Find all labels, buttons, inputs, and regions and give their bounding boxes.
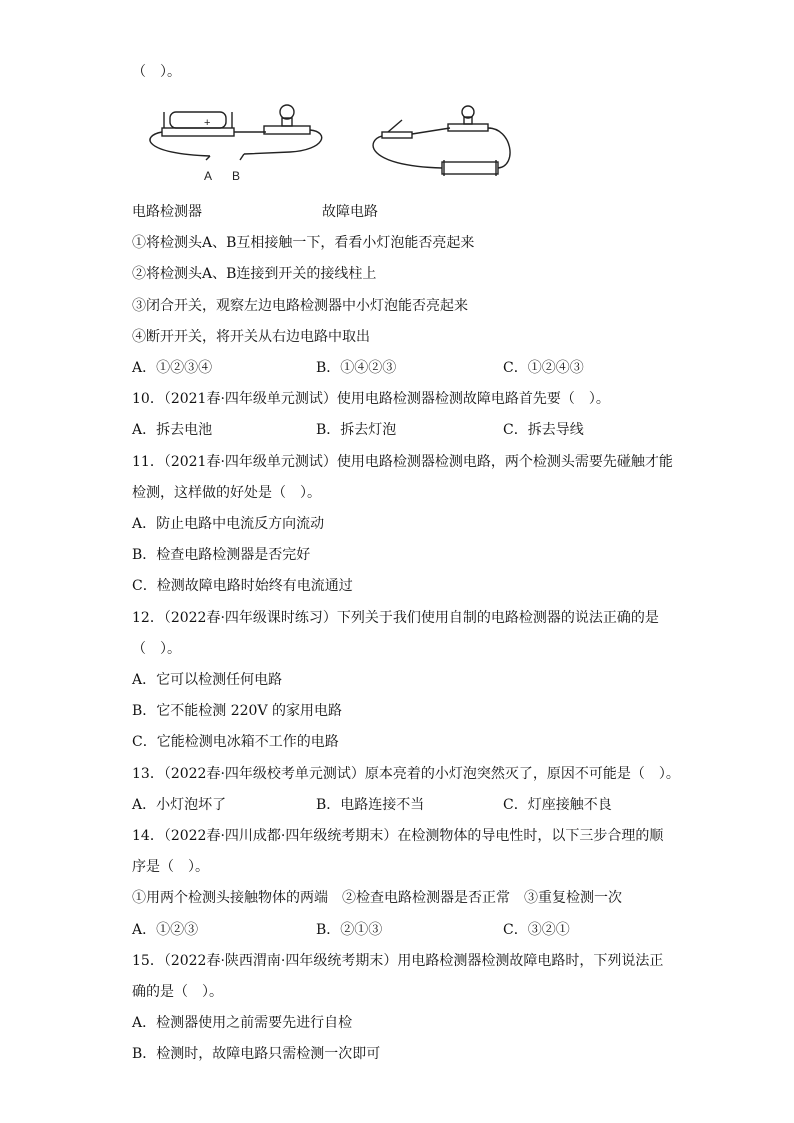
q14-stem-1: 14．（2022春·四川成都·四年级统考期末）在检测物体的导电性时，以下三步合理的顺: [132, 828, 664, 844]
q15-option-a: A．检测器使用之前需要先进行自检: [132, 1015, 353, 1031]
battery-icon: [170, 112, 226, 128]
bulb-icon-2: [462, 106, 474, 118]
q10-option-c: C．拆去导线: [503, 422, 584, 438]
circuit-tester-drawing: [150, 105, 322, 160]
q15-stem-1: 15．（2022春·陕西渭南·四年级统考期末）用电路检测器检测故障电路时，下列说法正: [132, 953, 664, 969]
q9-step-1: ①将检测头A、B互相接触一下，看看小灯泡能否亮起来: [132, 235, 475, 251]
q9-step-2: ②将检测头A、B连接到开关的接线柱上: [132, 266, 377, 282]
q13-option-b: B．电路连接不当: [316, 797, 425, 813]
q14-option-a: A．①②③: [132, 922, 199, 938]
q14-stem-2: 序是（ ）。: [132, 859, 209, 875]
q11-option-b: B．检查电路检测器是否完好: [132, 547, 311, 563]
q12-option-b: B．它不能检测 220V 的家用电路: [132, 703, 343, 719]
q11-stem-1: 11．（2021春·四年级单元测试）使用电路检测器检测电路，两个检测头需要先碰触才能: [132, 454, 673, 470]
q11-stem-2: 检测，这样做的好处是（ ）。: [132, 485, 321, 501]
circuit-figure: [140, 100, 520, 190]
q9-step-4: ④断开开关，将开关从右边电路中取出: [132, 329, 370, 345]
q10-option-a: A．拆去电池: [132, 422, 213, 438]
bulb-holder-base: [264, 126, 310, 134]
bulb-holder-base-2: [448, 124, 488, 131]
switch-base: [382, 132, 412, 138]
circuit-diagram: [140, 100, 520, 190]
q11-option-a: A．防止电路中电流反方向流动: [132, 516, 325, 532]
q11-option-c: C．检测故障电路时始终有电流通过: [132, 578, 353, 594]
probe-b-label: B: [232, 169, 241, 183]
q9-step-3: ③闭合开关，观察左边电路检测器中小灯泡能否亮起来: [132, 298, 468, 314]
q15-stem-2: 确的是（ ）。: [132, 984, 223, 1000]
q13-option-a: A．小灯泡坏了: [132, 797, 227, 813]
q10-stem: 10．（2021春·四年级单元测试）使用电路检测器检测故障电路首先要（ ）。: [132, 391, 610, 407]
q12-stem-2: （ ）。: [132, 641, 181, 657]
q9-option-a: A．①②③④: [132, 360, 213, 376]
q9-option-b: B．①④②③: [316, 360, 397, 376]
switch-icon: [388, 120, 402, 132]
q15-option-b: B．检测时，故障电路只需检测一次即可: [132, 1046, 381, 1062]
probe-a-label: A: [204, 169, 213, 183]
battery-icon-2: [442, 162, 498, 174]
q9-option-c: C．①②④③: [503, 360, 584, 376]
q12-option-a: A．它可以检测任何电路: [132, 672, 283, 688]
q14-steps: ①用两个检测头接触物体的两端 ②检查电路检测器是否正常 ③重复检测一次: [132, 890, 622, 906]
faulty-circuit-drawing: [373, 106, 510, 176]
q13-stem: 13．（2022春·四年级校考单元测试）原本亮着的小灯泡突然灭了，原因不可能是（ ）。: [132, 766, 680, 782]
bulb-icon: [280, 105, 294, 119]
q9-stem-end: （ ）。: [132, 64, 181, 80]
q14-option-b: B．②①③: [316, 922, 383, 938]
battery-holder-base: [162, 128, 234, 136]
q13-option-c: C．灯座接触不良: [503, 797, 612, 813]
q14-option-c: C．③②①: [503, 922, 570, 938]
q10-option-b: B．拆去灯泡: [316, 422, 397, 438]
q12-option-c: C．它能检测电冰箱不工作的电路: [132, 734, 339, 750]
figure-label-tester: 电路检测器: [132, 204, 202, 220]
q12-stem-1: 12．（2022春·四年级课时练习）下列关于我们使用自制的电路检测器的说法正确的是: [132, 610, 659, 626]
battery-plus-sign: +: [204, 117, 211, 129]
figure-label-faulty: 故障电路: [322, 204, 378, 220]
